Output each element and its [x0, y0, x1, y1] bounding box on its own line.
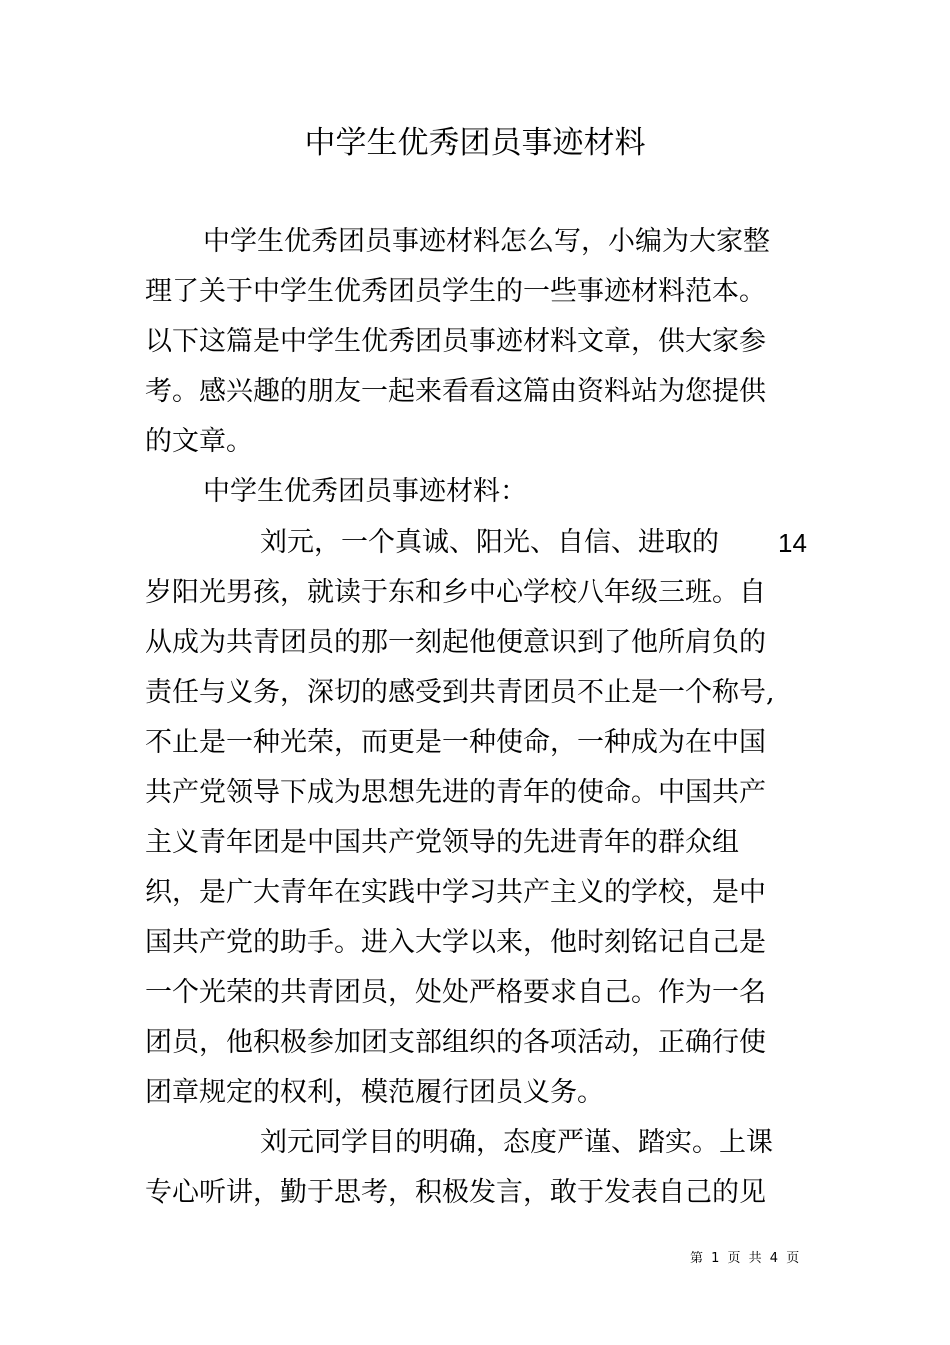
paragraph-line: 共产党领导下成为思想先进的青年的使命。中国共产	[145, 777, 766, 808]
age-number: 14	[778, 528, 807, 558]
paragraph-line: 以下这篇是中学生优秀团员事迹材料文章，供大家参	[145, 326, 766, 357]
paragraph-line: 理了关于中学生优秀团员学生的一些事迹材料范本。	[145, 276, 766, 307]
paragraph-line: 团章规定的权利，模范履行团员义务。	[145, 1077, 604, 1108]
paragraph-line: 责任与义务，深切的感受到共青团员不止是一个称号,	[145, 677, 775, 708]
paragraph-line: 刘元同学目的明确，态度严谨、踏实。上课	[260, 1127, 773, 1158]
paragraph-line: 中学生优秀团员事迹材料怎么写，小编为大家整	[203, 226, 770, 257]
paragraph-line: 主义青年团是中国共产党领导的先进青年的群众组	[145, 827, 739, 858]
paragraph-line: 团员，他积极参加团支部组织的各项活动，正确行使	[145, 1027, 766, 1058]
paragraph-line: 的文章。	[145, 426, 253, 457]
document-title: 中学生优秀团员事迹材料	[304, 125, 646, 161]
paragraph-line: 考。感兴趣的朋友一起来看看这篇由资料站为您提供	[145, 376, 766, 407]
paragraph-line: 不止是一种光荣，而更是一种使命，一种成为在中国	[145, 727, 766, 758]
paragraph-line: 从成为共青团员的那一刻起他便意识到了他所肩负的	[145, 627, 766, 658]
paragraph-line: 刘元，一个真诚、阳光、自信、进取的	[260, 527, 719, 558]
section-heading: 中学生优秀团员事迹材料：	[203, 476, 527, 507]
paragraph-line: 一个光荣的共青团员，处处严格要求自己。作为一名	[145, 977, 766, 1008]
paragraph-line: 岁阳光男孩，就读于东和乡中心学校八年级三班。自	[145, 577, 766, 608]
paragraph-line: 国共产党的助手。进入大学以来，他时刻铭记自己是	[145, 927, 766, 958]
page-footer: 第 1 页 共 4 页	[690, 1251, 800, 1266]
paragraph-line: 织，是广大青年在实践中学习共产主义的学校，是中	[145, 877, 766, 908]
paragraph-line: 专心听讲，勤于思考，积极发言，敢于发表自己的见	[145, 1177, 766, 1208]
